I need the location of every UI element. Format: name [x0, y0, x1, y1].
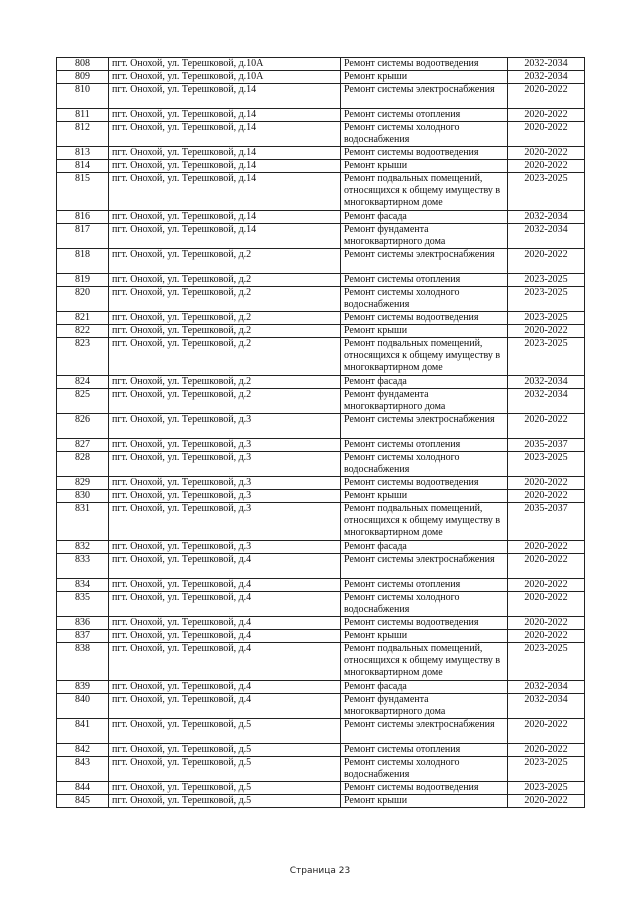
address-cell: пгт. Онохой, ул. Терешковой, д.2: [109, 287, 341, 312]
row-number-cell: 840: [57, 694, 109, 719]
table-row: [57, 287, 585, 312]
work-type-cell: Ремонт фасада: [341, 681, 508, 694]
address-cell: пгт. Онохой, ул. Терешковой, д.5: [109, 757, 341, 782]
table-row: [57, 694, 585, 719]
table-row: [57, 617, 585, 630]
row-number-cell: 823: [57, 338, 109, 376]
address-cell: пгт. Онохой, ул. Терешковой, д.4: [109, 617, 341, 630]
period-cell: 2035-2037: [508, 503, 585, 541]
address-cell: пгт. Онохой, ул. Терешковой, д.14: [109, 122, 341, 147]
period-cell: 2020-2022: [508, 109, 585, 122]
address-cell: пгт. Онохой, ул. Терешковой, д.10А: [109, 71, 341, 84]
period-cell: 2032-2034: [508, 224, 585, 249]
address-cell: пгт. Онохой, ул. Терешковой, д.10А: [109, 58, 341, 71]
period-cell: 2020-2022: [508, 414, 585, 439]
address-cell: пгт. Онохой, ул. Терешковой, д.2: [109, 312, 341, 325]
address-cell: пгт. Онохой, ул. Терешковой, д.14: [109, 109, 341, 122]
work-type-cell: Ремонт подвальных помещений, относящихся к общему имуществу в многоквартирном доме: [341, 643, 508, 681]
table-row: [57, 122, 585, 147]
table-row: [57, 643, 585, 681]
table-row: [57, 173, 585, 211]
table-row: [57, 630, 585, 643]
address-cell: пгт. Онохой, ул. Терешковой, д.2: [109, 376, 341, 389]
period-cell: 2020-2022: [508, 84, 585, 109]
address-cell: пгт. Онохой, ул. Терешковой, д.4: [109, 681, 341, 694]
table-row: [57, 249, 585, 274]
table-row: [57, 681, 585, 694]
row-number-cell: 837: [57, 630, 109, 643]
work-type-cell: Ремонт крыши: [341, 71, 508, 84]
works-table: [56, 57, 585, 808]
table-row: [57, 211, 585, 224]
period-cell: 2035-2037: [508, 439, 585, 452]
work-type-cell: Ремонт системы холодного водоснабжения: [341, 592, 508, 617]
table-row: [57, 224, 585, 249]
row-number-cell: 843: [57, 757, 109, 782]
row-number-cell: 817: [57, 224, 109, 249]
address-cell: пгт. Онохой, ул. Терешковой, д.3: [109, 490, 341, 503]
row-number-cell: 845: [57, 795, 109, 808]
period-cell: 2032-2034: [508, 389, 585, 414]
address-cell: пгт. Онохой, ул. Терешковой, д.3: [109, 541, 341, 554]
row-number-cell: 815: [57, 173, 109, 211]
row-number-cell: 844: [57, 782, 109, 795]
period-cell: 2032-2034: [508, 376, 585, 389]
work-type-cell: Ремонт системы холодного водоснабжения: [341, 452, 508, 477]
table-row: [57, 58, 585, 71]
work-type-cell: Ремонт системы электроснабжения: [341, 554, 508, 579]
row-number-cell: 827: [57, 439, 109, 452]
row-number-cell: 822: [57, 325, 109, 338]
work-type-cell: Ремонт системы электроснабжения: [341, 84, 508, 109]
row-number-cell: 830: [57, 490, 109, 503]
period-cell: 2020-2022: [508, 147, 585, 160]
work-type-cell: Ремонт системы отопления: [341, 579, 508, 592]
table-row: [57, 389, 585, 414]
address-cell: пгт. Онохой, ул. Терешковой, д.14: [109, 211, 341, 224]
period-cell: 2032-2034: [508, 71, 585, 84]
work-type-cell: Ремонт фундамента многоквартирного дома: [341, 224, 508, 249]
table-row: [57, 325, 585, 338]
address-cell: пгт. Онохой, ул. Терешковой, д.5: [109, 719, 341, 744]
work-type-cell: Ремонт системы холодного водоснабжения: [341, 122, 508, 147]
work-type-cell: Ремонт системы водоотведения: [341, 147, 508, 160]
row-number-cell: 818: [57, 249, 109, 274]
row-number-cell: 813: [57, 147, 109, 160]
period-cell: 2020-2022: [508, 592, 585, 617]
work-type-cell: Ремонт крыши: [341, 490, 508, 503]
period-cell: 2020-2022: [508, 617, 585, 630]
row-number-cell: 839: [57, 681, 109, 694]
table-row: [57, 592, 585, 617]
work-type-cell: Ремонт фасада: [341, 211, 508, 224]
table-row: [57, 503, 585, 541]
row-number-cell: 814: [57, 160, 109, 173]
row-number-cell: 829: [57, 477, 109, 490]
row-number-cell: 820: [57, 287, 109, 312]
work-type-cell: Ремонт системы отопления: [341, 439, 508, 452]
table-row: [57, 414, 585, 439]
address-cell: пгт. Онохой, ул. Терешковой, д.5: [109, 795, 341, 808]
table-row: [57, 490, 585, 503]
period-cell: 2023-2025: [508, 757, 585, 782]
address-cell: пгт. Онохой, ул. Терешковой, д.14: [109, 147, 341, 160]
address-cell: пгт. Онохой, ул. Терешковой, д.14: [109, 160, 341, 173]
address-cell: пгт. Онохой, ул. Терешковой, д.2: [109, 338, 341, 376]
work-type-cell: Ремонт фундамента многоквартирного дома: [341, 694, 508, 719]
address-cell: пгт. Онохой, ул. Терешковой, д.4: [109, 694, 341, 719]
period-cell: 2023-2025: [508, 274, 585, 287]
address-cell: пгт. Онохой, ул. Терешковой, д.14: [109, 84, 341, 109]
page-number: Страница 23: [289, 866, 351, 876]
period-cell: 2023-2025: [508, 782, 585, 795]
work-type-cell: Ремонт крыши: [341, 160, 508, 173]
work-type-cell: Ремонт системы водоотведения: [341, 58, 508, 71]
row-number-cell: 819: [57, 274, 109, 287]
address-cell: пгт. Онохой, ул. Терешковой, д.4: [109, 643, 341, 681]
work-type-cell: Ремонт системы отопления: [341, 744, 508, 757]
work-type-cell: Ремонт системы холодного водоснабжения: [341, 757, 508, 782]
row-number-cell: 841: [57, 719, 109, 744]
address-cell: пгт. Онохой, ул. Терешковой, д.5: [109, 782, 341, 795]
row-number-cell: 838: [57, 643, 109, 681]
address-cell: пгт. Онохой, ул. Терешковой, д.3: [109, 439, 341, 452]
table-row: [57, 84, 585, 109]
work-type-cell: Ремонт крыши: [341, 795, 508, 808]
period-cell: 2020-2022: [508, 490, 585, 503]
work-type-cell: Ремонт подвальных помещений, относящихся к общему имуществу в многоквартирном доме: [341, 173, 508, 211]
table-row: [57, 439, 585, 452]
table-row: [57, 274, 585, 287]
period-cell: 2023-2025: [508, 452, 585, 477]
row-number-cell: 812: [57, 122, 109, 147]
period-cell: 2020-2022: [508, 160, 585, 173]
work-type-cell: Ремонт системы водоотведения: [341, 312, 508, 325]
address-cell: пгт. Онохой, ул. Терешковой, д.2: [109, 325, 341, 338]
row-number-cell: 842: [57, 744, 109, 757]
table-row: [57, 541, 585, 554]
address-cell: пгт. Онохой, ул. Терешковой, д.4: [109, 592, 341, 617]
period-cell: 2020-2022: [508, 554, 585, 579]
table-row: [57, 795, 585, 808]
work-type-cell: Ремонт системы отопления: [341, 109, 508, 122]
row-number-cell: 833: [57, 554, 109, 579]
table-row: [57, 554, 585, 579]
row-number-cell: 809: [57, 71, 109, 84]
table-row: [57, 719, 585, 744]
row-number-cell: 835: [57, 592, 109, 617]
table-row: [57, 579, 585, 592]
period-cell: 2032-2034: [508, 694, 585, 719]
table-row: [57, 147, 585, 160]
work-type-cell: Ремонт системы водоотведения: [341, 782, 508, 795]
work-type-cell: Ремонт фундамента многоквартирного дома: [341, 389, 508, 414]
row-number-cell: 811: [57, 109, 109, 122]
work-type-cell: Ремонт системы электроснабжения: [341, 719, 508, 744]
address-cell: пгт. Онохой, ул. Терешковой, д.2: [109, 274, 341, 287]
period-cell: 2023-2025: [508, 338, 585, 376]
period-cell: 2020-2022: [508, 579, 585, 592]
work-type-cell: Ремонт крыши: [341, 630, 508, 643]
row-number-cell: 828: [57, 452, 109, 477]
period-cell: 2032-2034: [508, 681, 585, 694]
address-cell: пгт. Онохой, ул. Терешковой, д.4: [109, 554, 341, 579]
period-cell: 2020-2022: [508, 795, 585, 808]
work-type-cell: Ремонт системы водоотведения: [341, 617, 508, 630]
work-type-cell: Ремонт подвальных помещений, относящихся к общему имуществу в многоквартирном доме: [341, 503, 508, 541]
address-cell: пгт. Онохой, ул. Терешковой, д.4: [109, 630, 341, 643]
table-body: [57, 58, 585, 808]
work-type-cell: Ремонт фасада: [341, 541, 508, 554]
work-type-cell: Ремонт системы электроснабжения: [341, 249, 508, 274]
table-row: [57, 452, 585, 477]
row-number-cell: 825: [57, 389, 109, 414]
row-number-cell: 836: [57, 617, 109, 630]
work-type-cell: Ремонт системы холодного водоснабжения: [341, 287, 508, 312]
table-row: [57, 312, 585, 325]
row-number-cell: 824: [57, 376, 109, 389]
period-cell: 2020-2022: [508, 325, 585, 338]
work-type-cell: Ремонт фасада: [341, 376, 508, 389]
table-row: [57, 477, 585, 490]
work-type-cell: Ремонт системы отопления: [341, 274, 508, 287]
period-cell: 2032-2034: [508, 211, 585, 224]
row-number-cell: 816: [57, 211, 109, 224]
table-row: [57, 160, 585, 173]
address-cell: пгт. Онохой, ул. Терешковой, д.14: [109, 173, 341, 211]
row-number-cell: 832: [57, 541, 109, 554]
row-number-cell: 808: [57, 58, 109, 71]
period-cell: 2020-2022: [508, 744, 585, 757]
address-cell: пгт. Онохой, ул. Терешковой, д.5: [109, 744, 341, 757]
address-cell: пгт. Онохой, ул. Терешковой, д.3: [109, 452, 341, 477]
row-number-cell: 810: [57, 84, 109, 109]
row-number-cell: 821: [57, 312, 109, 325]
work-type-cell: Ремонт системы электроснабжения: [341, 414, 508, 439]
address-cell: пгт. Онохой, ул. Терешковой, д.2: [109, 389, 341, 414]
work-type-cell: Ремонт системы водоотведения: [341, 477, 508, 490]
row-number-cell: 831: [57, 503, 109, 541]
address-cell: пгт. Онохой, ул. Терешковой, д.4: [109, 579, 341, 592]
address-cell: пгт. Онохой, ул. Терешковой, д.3: [109, 414, 341, 439]
table-row: [57, 744, 585, 757]
period-cell: 2020-2022: [508, 122, 585, 147]
table-row: [57, 338, 585, 376]
period-cell: 2023-2025: [508, 312, 585, 325]
table-row: [57, 376, 585, 389]
row-number-cell: 826: [57, 414, 109, 439]
period-cell: 2020-2022: [508, 630, 585, 643]
table-row: [57, 757, 585, 782]
period-cell: 2020-2022: [508, 477, 585, 490]
table-row: [57, 109, 585, 122]
work-type-cell: Ремонт подвальных помещений, относящихся к общему имуществу в многоквартирном доме: [341, 338, 508, 376]
row-number-cell: 834: [57, 579, 109, 592]
address-cell: пгт. Онохой, ул. Терешковой, д.2: [109, 249, 341, 274]
address-cell: пгт. Онохой, ул. Терешковой, д.14: [109, 224, 341, 249]
period-cell: 2023-2025: [508, 287, 585, 312]
period-cell: 2032-2034: [508, 58, 585, 71]
period-cell: 2020-2022: [508, 541, 585, 554]
work-type-cell: Ремонт крыши: [341, 325, 508, 338]
period-cell: 2023-2025: [508, 173, 585, 211]
table-row: [57, 71, 585, 84]
period-cell: 2023-2025: [508, 643, 585, 681]
period-cell: 2020-2022: [508, 249, 585, 274]
period-cell: 2020-2022: [508, 719, 585, 744]
address-cell: пгт. Онохой, ул. Терешковой, д.3: [109, 477, 341, 490]
table-row: [57, 782, 585, 795]
address-cell: пгт. Онохой, ул. Терешковой, д.3: [109, 503, 341, 541]
